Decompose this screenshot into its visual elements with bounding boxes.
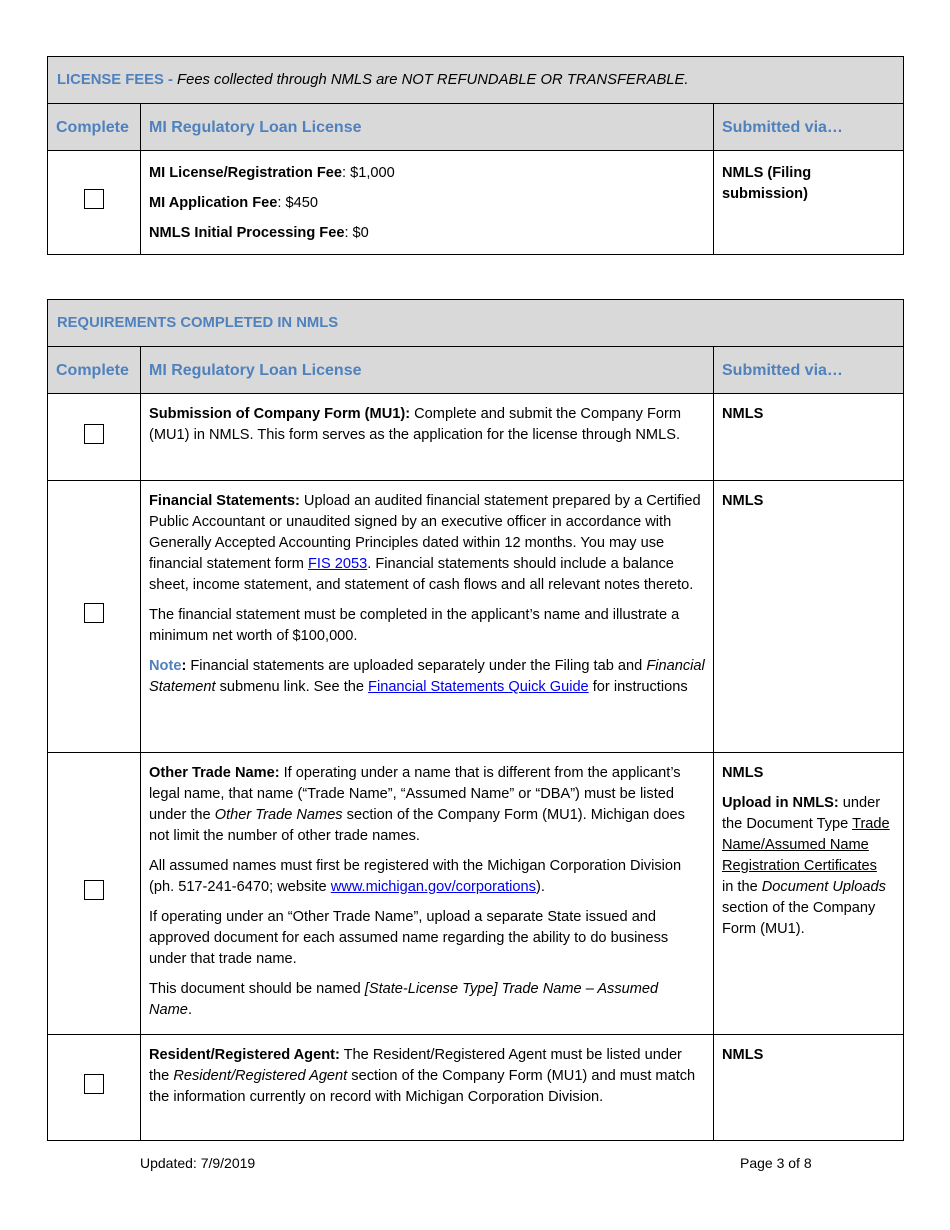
- agent-row: [48, 1035, 904, 1141]
- financial-title: Financial Statements:: [149, 493, 300, 509]
- footer-page-number: Page 3 of 8: [740, 1155, 812, 1171]
- financial-text-2: . Financial statements should include a balance sheet, income statement, and statement of cash flows and all relevant notes thereto.: [149, 556, 694, 593]
- company-form-submitted-cell: [714, 394, 904, 481]
- note-label: Note: [149, 658, 182, 674]
- license-fees-title: LICENSE FEES: [57, 71, 164, 88]
- trade-name-submitted-via: NMLS: [722, 765, 764, 781]
- header-license: MI Regulatory Loan License: [141, 347, 714, 394]
- financial-net-worth: The financial statement must be completed in the applicant’s name and illustrate a minimum net worth of $100,000.: [149, 607, 680, 644]
- note-text: Financial statements are uploaded separately under the Filing tab and: [186, 658, 647, 674]
- note-colon: :: [181, 658, 187, 674]
- note-text-2: submenu link. See the: [215, 679, 369, 695]
- company-form-title: Submission of Company Form (MU1):: [149, 406, 411, 422]
- financial-description: [141, 481, 714, 753]
- upload-label: Upload in NMLS:: [722, 795, 839, 811]
- fee-label: NMLS Initial Processing Fee: [149, 225, 345, 241]
- agent-description: [141, 1035, 714, 1141]
- header-submitted: Submitted via…: [714, 347, 904, 394]
- trade-name-submitted-cell: [714, 753, 904, 1035]
- upload-text: under the Document Type: [722, 795, 881, 832]
- agent-title: Resident/Registered Agent:: [149, 1047, 340, 1063]
- trade-name-checkbox[interactable]: [84, 880, 104, 900]
- trade-name-upload-note: If operating under an “Other Trade Name”, upload a separate State issued and approved document for each assumed name regarding the ability to do business under that trade name.: [149, 909, 669, 967]
- quick-guide-link[interactable]: Financial Statements Quick Guide: [368, 679, 589, 695]
- banner-separator: -: [163, 71, 178, 88]
- requirements-banner: [48, 300, 904, 347]
- financial-submitted-cell: [714, 481, 904, 753]
- financial-checkbox[interactable]: [84, 603, 104, 623]
- financial-row: [48, 481, 904, 753]
- doc-name-text: This document should be named: [149, 981, 365, 997]
- fees-complete-cell: [48, 151, 141, 255]
- agent-italic: Resident/Registered Agent: [173, 1068, 348, 1084]
- corporations-link[interactable]: www.michigan.gov/corporations: [330, 879, 536, 895]
- note-text-3: for instructions: [588, 679, 688, 695]
- fee-label: MI Application Fee: [149, 195, 278, 211]
- trade-name-title: Other Trade Name:: [149, 765, 280, 781]
- fee-value: : $1,000: [342, 165, 395, 181]
- company-form-text: Complete and submit the Company Form (MU1) in NMLS. This form serves as the application for the license through NMLS.: [149, 406, 681, 443]
- agent-submitted-via: NMLS: [722, 1047, 764, 1063]
- trade-name-complete-cell: [48, 753, 141, 1035]
- agent-submitted-cell: [714, 1035, 904, 1141]
- fee-label: MI License/Registration Fee: [149, 165, 343, 181]
- doc-name-text-2: .: [187, 1002, 192, 1018]
- fis-2053-link[interactable]: FIS 2053: [307, 556, 368, 572]
- financial-submitted-via: NMLS: [722, 493, 764, 509]
- company-form-complete-cell: [48, 394, 141, 481]
- note-italic: Financial Statement: [149, 658, 705, 695]
- company-form-row: [48, 394, 904, 481]
- corporations-text-2: ).: [535, 879, 545, 895]
- trade-name-description: [141, 753, 714, 1035]
- header-complete: Complete: [48, 347, 141, 394]
- requirements-table: [47, 299, 904, 1141]
- company-form-checkbox[interactable]: [84, 424, 104, 444]
- license-fees-header-row: [48, 104, 904, 151]
- agent-text-2: section of the Company Form (MU1) and must match the information currently on record with Michigan Corporation Division.: [149, 1068, 696, 1105]
- fees-list: [141, 151, 714, 255]
- company-form-description: [141, 394, 714, 481]
- fee-value: : $0: [344, 225, 369, 241]
- financial-complete-cell: [48, 481, 141, 753]
- upload-italic: Document Uploads: [761, 879, 886, 895]
- trade-name-row: [48, 753, 904, 1035]
- agent-complete-cell: [48, 1035, 141, 1141]
- header-complete: Complete: [48, 104, 141, 151]
- trade-name-text: If operating under a name that is different from the applicant’s legal name, that name (“Trade Name”, “Assumed Name” or “DBA”) must be listed under the: [149, 765, 681, 823]
- trade-name-text-2: section of the Company Form (MU1). Michigan does not limit the number of other trade names.: [149, 807, 685, 844]
- fees-checkbox[interactable]: [84, 189, 104, 209]
- fee-value: : $450: [277, 195, 318, 211]
- license-fees-banner: [48, 57, 904, 104]
- company-form-submitted-via: NMLS: [722, 406, 764, 422]
- corporations-text: All assumed names must first be registered with the Michigan Corporation Division (ph. 517-241-6470; website: [149, 858, 682, 895]
- upload-doc-type: Trade Name/Assumed Name Registration Certificates: [722, 816, 890, 874]
- header-submitted: Submitted via…: [714, 104, 904, 151]
- trade-name-italic: Other Trade Names: [214, 807, 343, 823]
- doc-name-italic: [State-License Type] Trade Name – Assumed Name: [149, 981, 659, 1018]
- license-fees-note: Fees collected through NMLS are NOT REFUNDABLE OR TRANSFERABLE.: [177, 71, 689, 88]
- fees-submitted-cell: [714, 151, 904, 255]
- footer-updated: Updated: 7/9/2019: [140, 1155, 256, 1171]
- header-license: MI Regulatory Loan License: [141, 104, 714, 151]
- requirements-header-row: [48, 347, 904, 394]
- upload-text-3: section of the Company Form (MU1).: [722, 900, 876, 937]
- fees-submitted-via: NMLS (Filing submission): [722, 165, 812, 202]
- agent-text: The Resident/Registered Agent must be listed under the: [149, 1047, 682, 1084]
- requirements-title: REQUIREMENTS COMPLETED IN NMLS: [57, 314, 339, 331]
- financial-text: Upload an audited financial statement prepared by a Certified Public Accountant or unaudited signed by an executive officer in accordance with Generally Accepted Accounting Principles dated within 12 months. You may use financial statement form: [149, 493, 701, 572]
- license-fees-table: [47, 56, 904, 255]
- upload-text-2: in the: [722, 879, 762, 895]
- fees-row: [48, 151, 904, 255]
- agent-checkbox[interactable]: [84, 1074, 104, 1094]
